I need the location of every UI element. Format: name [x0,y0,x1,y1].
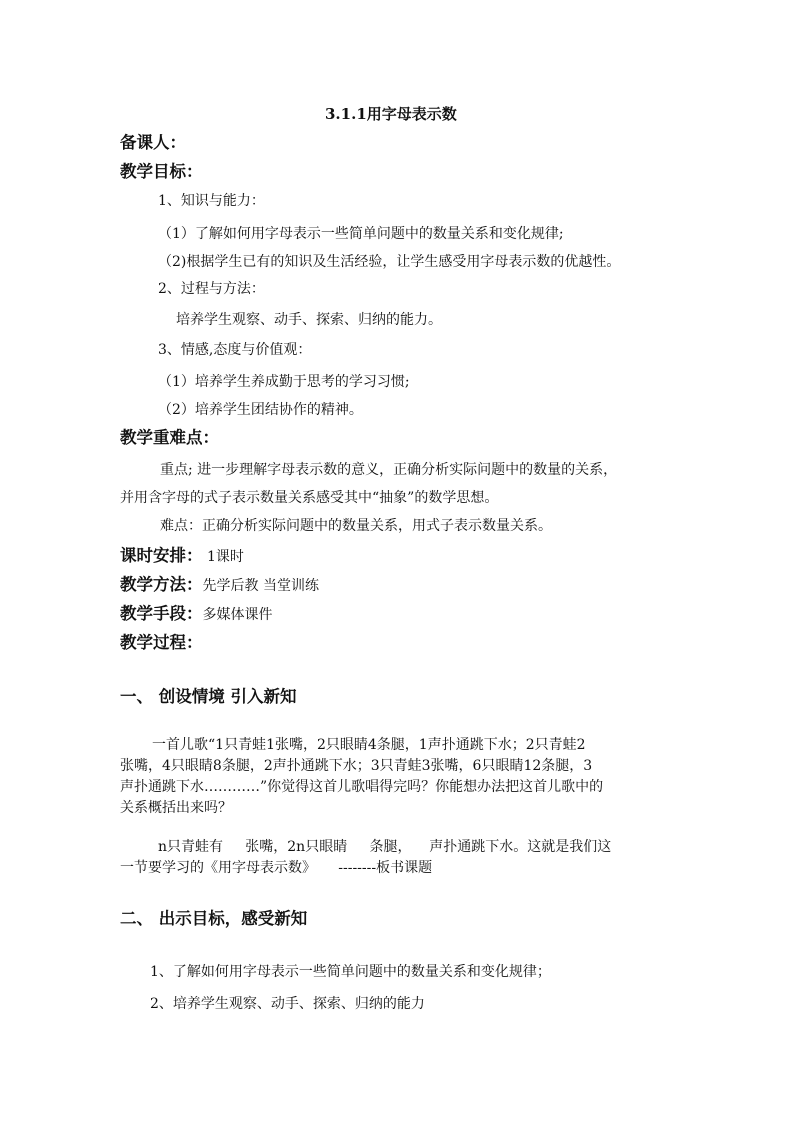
method-row [120,574,319,597]
key-point-line-2: 并用含字母的式子表示数量关系感受其中“抽象”的数学思想。 [120,490,499,506]
paragraph-line: n只青蛙有 张嘴，2n只眼睛 条腿， 声扑通跳下水。这就是我们这 [158,839,612,855]
section-1-paragraph-1 [120,735,603,819]
paragraph-line: 一节要学习的《用字母表示数》 --------板书课题 [120,860,433,876]
means-row [120,603,273,626]
key-points-heading: 教学重难点： [120,428,219,447]
objective-knowledge-label: 1、知识与能力： [158,193,265,209]
objective-knowledge-item-2: （2)根据学生已有的知识及生活经验，让学生感受用字母表示数的优越性。 [158,254,621,270]
schedule-value: 1课时 [202,549,244,565]
process-heading: 教学过程： [120,633,203,652]
difficulty-line: 难点：正确分析实际问题中的数量关系，用式子表示数量关系。 [160,518,552,534]
objective-process-label: 2、过程与方法： [158,281,265,297]
means-label: 教学手段： [120,604,203,623]
objectives-heading: 教学目标： [120,162,203,181]
paragraph-line: 声扑通跳下水…………”你觉得这首儿歌唱得完吗？你能想办法把这首儿歌中的 [120,779,604,795]
section-1-heading: 一、 创设情境 引入新知 [120,687,297,706]
schedule-row [120,545,244,568]
key-point-line-1: 重点; 进一步理解字母表示数的意义，正确分析实际问题中的数量的关系， [160,462,618,478]
means-value: 多媒体课件 [202,607,273,623]
paragraph-line: 一首儿歌“1只青蛙1张嘴，2只眼睛4条腿，1声扑通跳下水；2只青蛙2 [152,737,586,753]
schedule-label: 课时安排： [120,546,203,565]
objective-knowledge-item-1: （1）了解如何用字母表示一些简单问题中的数量关系和变化规律; [158,226,564,242]
page-title: 3.1.1用字母表示数 [325,105,457,123]
method-label: 教学方法： [120,575,203,594]
method-value: 先学后教 当堂训练 [202,578,319,594]
objective-attitude-item-2: （2）培养学生团结协作的精神。 [158,402,363,418]
preparer-label: 备课人： [120,133,186,152]
paragraph-line: 张嘴，4只眼睛8条腿，2声扑通跳下水；3只青蛙3张嘴，6只眼睛12条腿，3 [120,758,593,774]
section-2-heading: 二、 出示目标，感受新知 [120,909,308,928]
section-1-paragraph-2 [120,837,611,879]
objective-process-item: 培养学生观察、动手、探索、归纳的能力。 [176,312,442,328]
section-2-goal-2: 2、培养学生观察、动手、探索、归纳的能力 [150,996,425,1012]
section-2-goal-1: 1、了解如何用字母表示一些简单问题中的数量关系和变化规律； [150,964,551,980]
paragraph-line: 关系概括出来吗？ [120,800,232,816]
objective-attitude-item-1: （1）培养学生养成勤于思考的学习习惯; [158,374,410,390]
objective-attitude-label: 3、情感,态度与价值观： [158,342,312,358]
